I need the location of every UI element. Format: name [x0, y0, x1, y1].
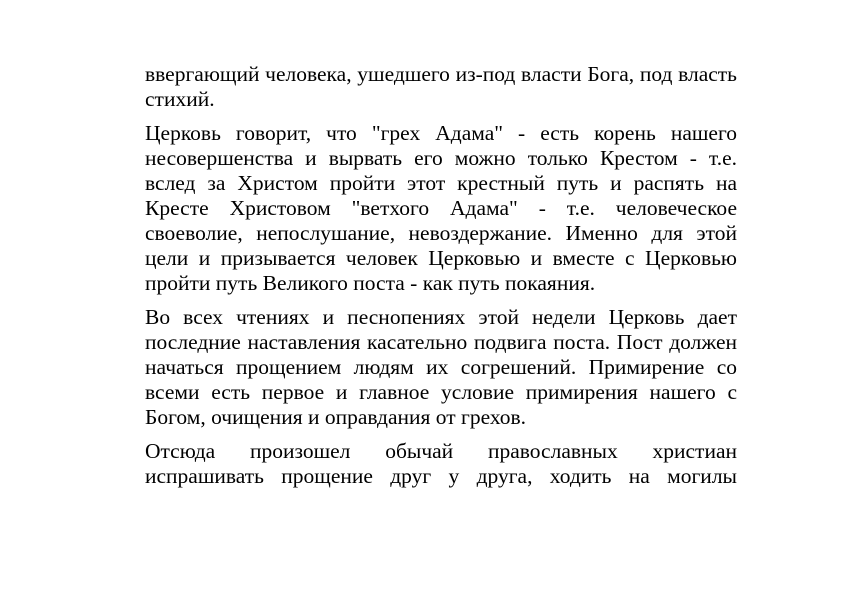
document-body — [145, 62, 737, 498]
paragraph-1: ввергающий человека, ушедшего из-под власти Бога, под власть стихий. — [145, 62, 737, 111]
paragraph-3: Во всех чтениях и песнопениях этой недели Церковь дает последние наставления касательно подвига поста. Пост должен начаться прощением людям их согрешений. Примирение со всеми есть первое и главное условие примирения нашего с Богом, очищения и оправдания от грехов. — [145, 305, 737, 429]
paragraph-4: Отсюда произошел обычай православных христиан испрашивать прощение друг у друга, ходить на могилы — [145, 439, 737, 488]
paragraph-2: Церковь говорит, что "грех Адама" - есть корень нашего несовершенства и вырвать его можно только Крестом - т.е. вслед за Христом пройти этот крестный путь и распять на Кресте Христовом "ветхого Адама" - т.е. человеческое своеволие, непослушание, невоздержание. Именно для этой цели и призывается человек Церковью и вместе с Церковью пройти путь Великого поста - как путь покаяния. — [145, 121, 737, 295]
